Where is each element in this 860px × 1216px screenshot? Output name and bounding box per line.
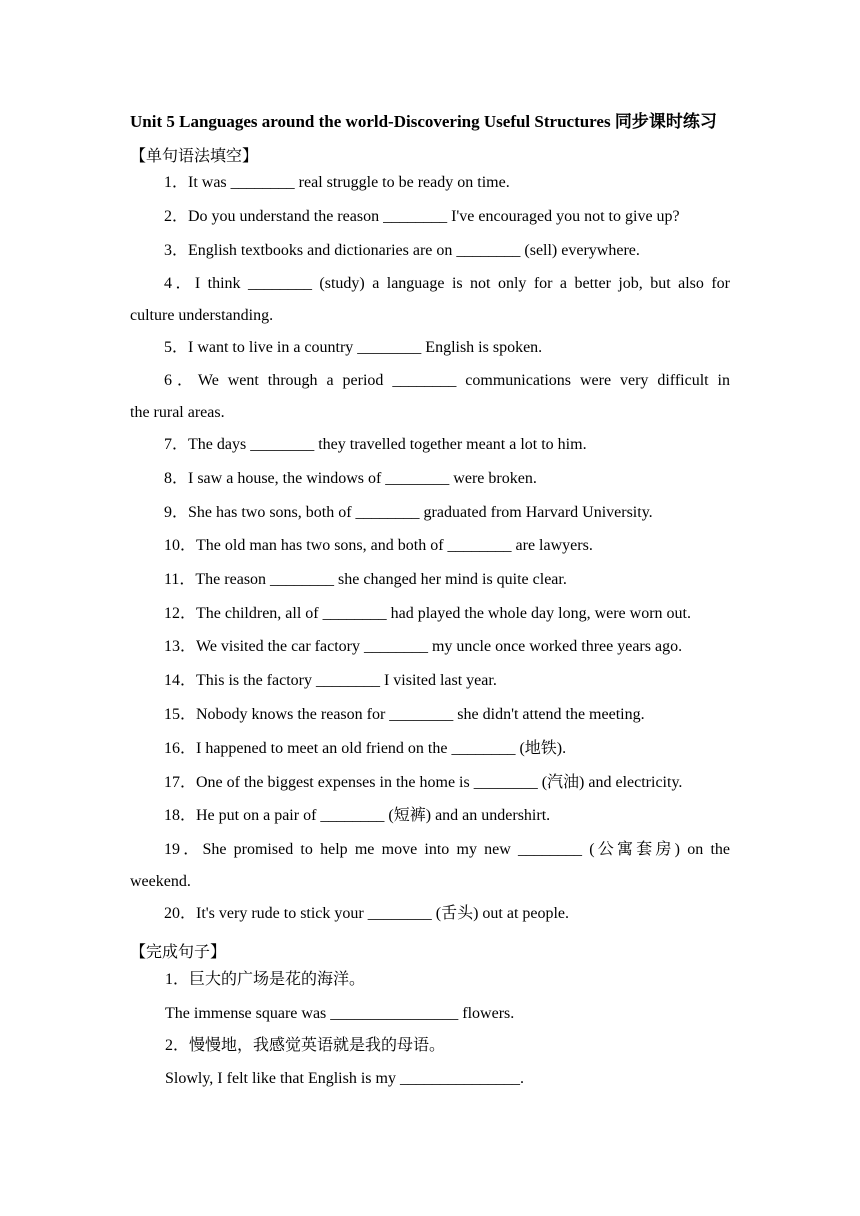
- exercise-text: 12．The children, all of ________ had played the whole day long, were worn out.: [164, 605, 691, 622]
- exercise-text: 14．This is the factory ________ I visited last year.: [164, 672, 497, 689]
- exercise-text: 4．I think ________ (study) a language is not only for a better job, but also for: [164, 275, 730, 292]
- exercise-item-12: [130, 598, 730, 630]
- exercise-text-continued: the rural areas.: [130, 404, 225, 421]
- exercise-item-1: [130, 167, 730, 199]
- exercise-text-continued: weekend.: [130, 873, 191, 890]
- exercise-item-5: [130, 332, 730, 364]
- exercise-item-9: [130, 497, 730, 529]
- exercise-text-continued: culture understanding.: [130, 307, 274, 324]
- sentence-answer-1: The immense square was ________________ flowers.: [165, 1005, 515, 1022]
- exercise-item-8: [130, 463, 730, 495]
- exercise-item-11: [130, 564, 730, 596]
- exercise-item-17: [130, 767, 730, 799]
- exercise-item-7: [130, 429, 730, 461]
- exercise-item-3: [130, 235, 730, 267]
- exercise-item-14: [130, 665, 730, 697]
- exercise-text: 3．English textbooks and dictionaries are on ________ (sell) everywhere.: [164, 242, 640, 259]
- exercise-text: 15．Nobody knows the reason for ________ she didn't attend the meeting.: [164, 706, 645, 723]
- exercise-text: 7．The days ________ they travelled together meant a lot to him.: [164, 436, 587, 453]
- exercise-text: 2．Do you understand the reason ________ I've encouraged you not to give up?: [164, 208, 680, 225]
- exercise-item-4: [130, 268, 730, 332]
- exercise-text: 16．I happened to meet an old friend on the ________ (地铁).: [164, 740, 567, 757]
- exercise-item-15: [130, 699, 730, 731]
- exercise-item-19: [130, 834, 730, 898]
- exercise-text: 18．He put on a pair of ________ (短裤) and an undershirt.: [164, 807, 551, 824]
- exercise-text: 9．She has two sons, both of ________ graduated from Harvard University.: [164, 504, 653, 521]
- exercise-text: 20．It's very rude to stick your ________ (舌头) out at people.: [164, 905, 570, 922]
- exercise-text: 6．We went through a period ________ communications were very difficult in: [164, 372, 730, 389]
- exercise-text: 17．One of the biggest expenses in the home is ________ (汽油) and electricity.: [164, 774, 683, 791]
- exercise-item-6: [130, 365, 730, 429]
- section-heading-complete-sentences: 【完成句子】: [130, 944, 227, 961]
- exercise-item-13: [130, 631, 730, 663]
- exercise-item-20: [130, 898, 730, 930]
- exercise-text: 1．It was ________ real struggle to be ready on time.: [164, 174, 510, 191]
- exercise-item-16: [130, 733, 730, 765]
- exercise-text: 5．I want to live in a country ________ English is spoken.: [164, 339, 543, 356]
- exercise-text: 10．The old man has two sons, and both of ________ are lawyers.: [164, 537, 593, 554]
- page-title: Unit 5 Languages around the world-Discovering Useful Structures 同步课时练习: [130, 112, 717, 131]
- exercise-text: 11．The reason ________ she changed her mind is quite clear.: [164, 571, 567, 588]
- sentence-answer-2: Slowly, I felt like that English is my _______________.: [165, 1070, 524, 1087]
- sentence-prompt-1: 1．巨大的广场是花的海洋。: [165, 971, 366, 988]
- exercise-text: 8．I saw a house, the windows of ________ were broken.: [164, 470, 537, 487]
- section-heading-grammar-fill: 【单句语法填空】: [130, 148, 259, 165]
- exercise-item-10: [130, 530, 730, 562]
- sentence-prompt-2: 2．慢慢地，我感觉英语就是我的母语。: [165, 1037, 446, 1054]
- exercise-item-18: [130, 800, 730, 832]
- exercise-item-2: [130, 201, 730, 233]
- exercise-text: 13．We visited the car factory ________ my uncle once worked three years ago.: [164, 638, 683, 655]
- exercise-text: 19．She promised to help me move into my new ________ (公寓套房) on the: [164, 841, 730, 858]
